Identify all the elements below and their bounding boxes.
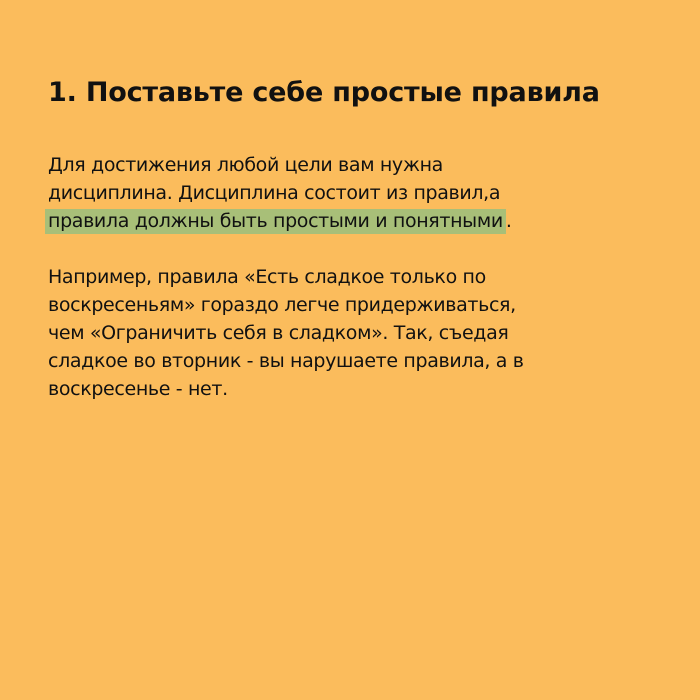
example-paragraph — [48, 263, 654, 403]
intro-line-3-tail: . — [505, 210, 512, 232]
intro-line-3 — [48, 207, 654, 235]
highlighted-text: правила должны быть простыми и понятными — [45, 209, 506, 234]
example-line-4: сладкое во вторник - вы нарушаете правила, а в — [48, 350, 524, 372]
intro-line-1: Для достижения любой цели вам нужна — [48, 154, 443, 176]
example-line-1: Например, правила «Есть сладкое только по — [48, 266, 486, 288]
intro-line-2: дисциплина. Дисциплина состоит из правил,а — [48, 182, 501, 204]
example-line-3: чем «Ограничить себя в сладком». Так, съедая — [48, 322, 509, 344]
example-line-5: воскресенье - нет. — [48, 378, 228, 400]
intro-paragraph — [48, 151, 654, 235]
slide-title: 1. Поставьте себе простые правила — [48, 77, 600, 108]
example-line-2: воскресеньям» гораздо легче придерживаться, — [48, 294, 516, 316]
